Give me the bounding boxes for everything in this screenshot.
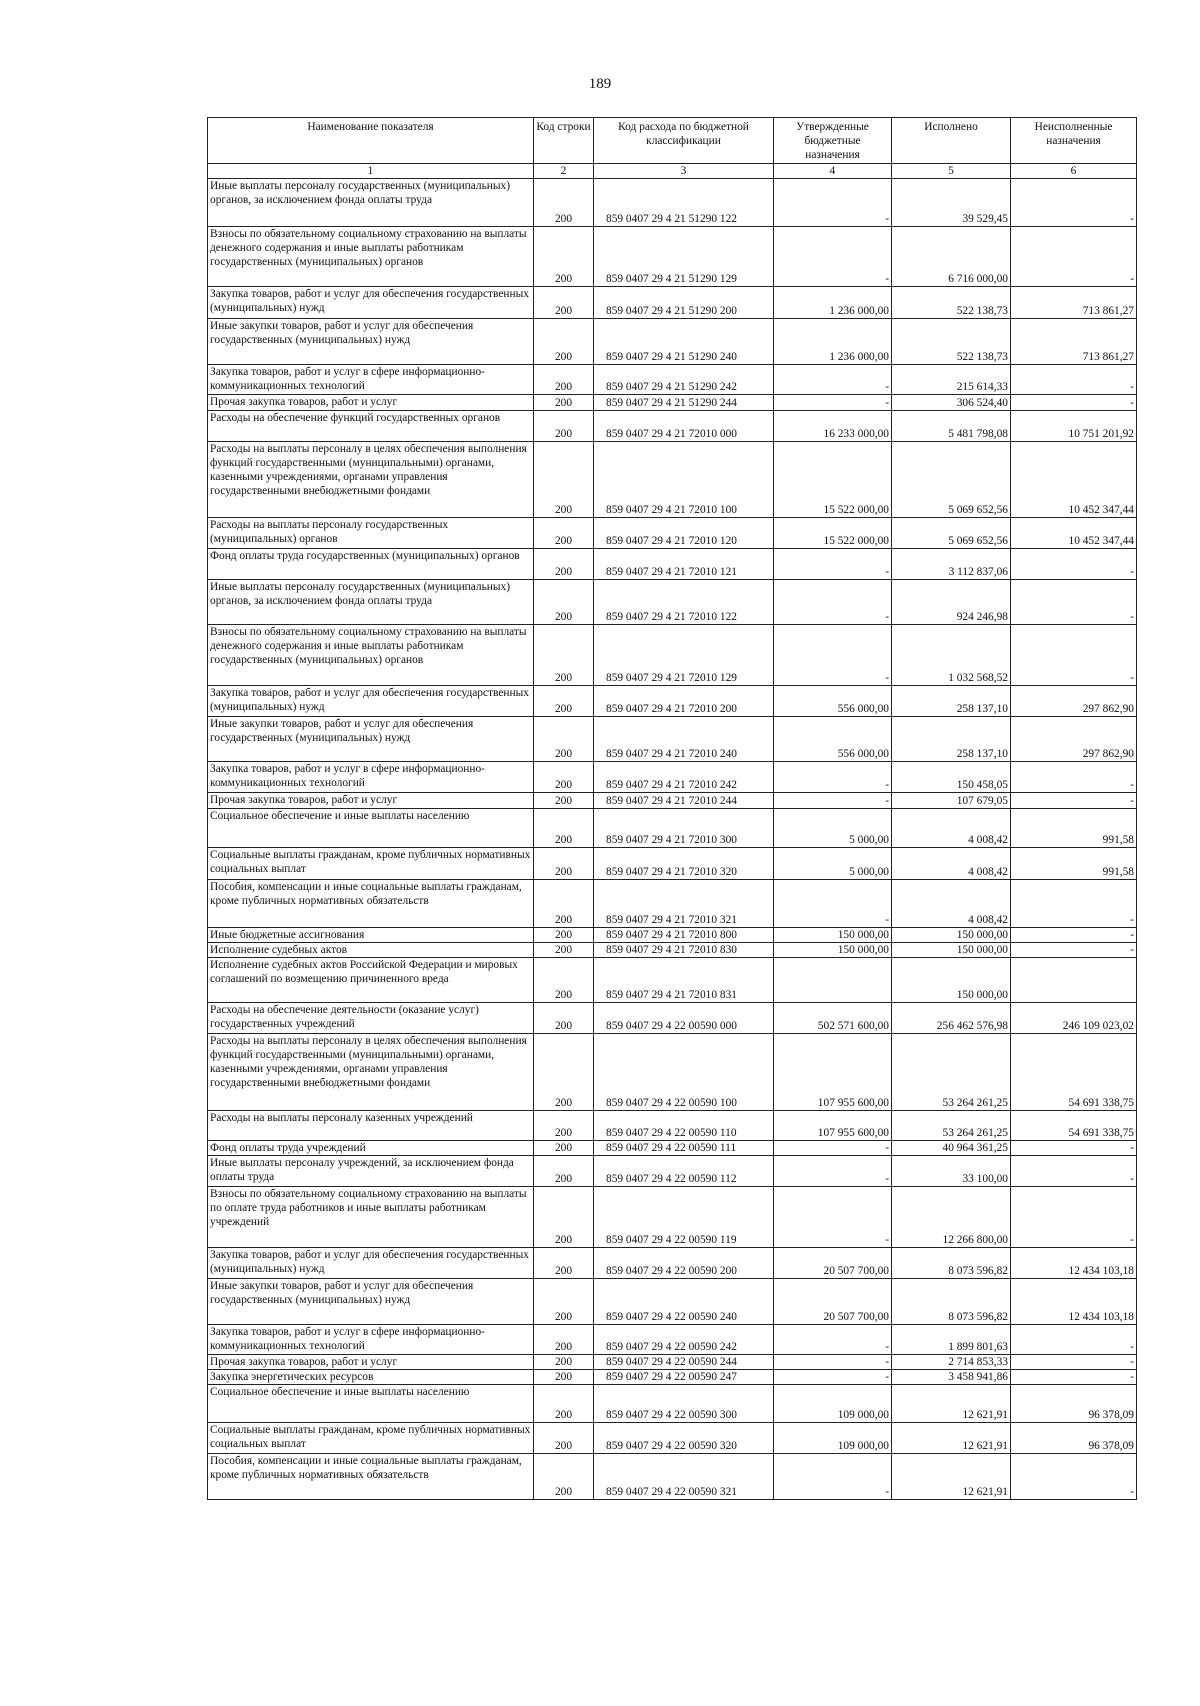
approved-amount-cell: 107 955 600,00 [774,1111,892,1141]
indicator-name-cell: Пособия, компенсации и иные социальные выплаты гражданам, кроме публичных нормативных обязательств [208,880,534,928]
table-row [208,793,1137,809]
approved-amount-cell: 556 000,00 [774,717,892,762]
table-row [208,762,1137,793]
unexecuted-amount-cell: - [1011,625,1137,686]
executed-amount-cell: 12 266 800,00 [892,1187,1011,1248]
executed-amount-cell: 1 032 568,52 [892,625,1011,686]
indicator-name-cell: Иные выплаты персоналу государственных (муниципальных) органов, за исключением фонда оплаты труда [208,179,534,227]
classification-code-cell: 859 0407 29 4 21 72010 121 [594,549,774,580]
executed-amount-cell: 6 716 000,00 [892,227,1011,287]
approved-amount-cell: - [774,580,892,625]
classification-code-cell: 859 0407 29 4 22 00590 321 [594,1454,774,1500]
classification-code-cell: 859 0407 29 4 21 72010 000 [594,411,774,442]
table-row [208,1423,1137,1454]
indicator-name-cell: Социальное обеспечение и иные выплаты населению [208,809,534,848]
approved-amount-cell: - [774,549,892,580]
executed-amount-cell: 4 008,42 [892,848,1011,880]
header-line-code: Код строки [534,118,594,164]
approved-amount-cell: - [774,227,892,287]
indicator-name-cell: Иные выплаты персоналу учреждений, за исключением фонда оплаты труда [208,1156,534,1187]
unexecuted-amount-cell: - [1011,1454,1137,1500]
column-number: 6 [1011,164,1137,179]
table-row [208,179,1137,227]
executed-amount-cell: 306 524,40 [892,395,1011,411]
unexecuted-amount-cell: - [1011,880,1137,928]
executed-amount-cell: 5 069 652,56 [892,442,1011,518]
classification-code-cell: 859 0407 29 4 21 51290 129 [594,227,774,287]
unexecuted-amount-cell: 713 861,27 [1011,287,1137,319]
approved-amount-cell: 150 000,00 [774,943,892,958]
unexecuted-amount-cell: 12 434 103,18 [1011,1248,1137,1279]
table-row [208,227,1137,287]
indicator-name-cell: Иные закупки товаров, работ и услуг для обеспечения государственных (муниципальных) нужд [208,717,534,762]
budget-execution-table [207,117,1137,1500]
indicator-name-cell: Взносы по обязательному социальному страхованию на выплаты денежного содержания и иные выплаты работникам государственных (муниципальных) органов [208,227,534,287]
classification-code-cell: 859 0407 29 4 21 51290 200 [594,287,774,319]
indicator-name-cell: Социальное обеспечение и иные выплаты населению [208,1385,534,1423]
indicator-name-cell: Прочая закупка товаров, работ и услуг [208,793,534,809]
indicator-name-cell: Закупка товаров, работ и услуг в сфере информационно-коммуникационных технологий [208,365,534,395]
indicator-name-cell: Исполнение судебных актов [208,943,534,958]
approved-amount-cell: - [774,395,892,411]
unexecuted-amount-cell: 96 378,09 [1011,1385,1137,1423]
table-row [208,319,1137,365]
approved-amount-cell: 5 000,00 [774,809,892,848]
table-row [208,442,1137,518]
executed-amount-cell: 258 137,10 [892,717,1011,762]
approved-amount-cell: - [774,1156,892,1187]
indicator-name-cell: Прочая закупка товаров, работ и услуг [208,1355,534,1370]
indicator-name-cell: Социальные выплаты гражданам, кроме публичных нормативных социальных выплат [208,848,534,880]
header-executed: Исполнено [892,118,1011,164]
approved-amount-cell: - [774,1141,892,1156]
executed-amount-cell: 12 621,91 [892,1423,1011,1454]
unexecuted-amount-cell: 54 691 338,75 [1011,1034,1137,1111]
classification-code-cell: 859 0407 29 4 21 51290 244 [594,395,774,411]
classification-code-cell: 859 0407 29 4 21 72010 240 [594,717,774,762]
approved-amount-cell: - [774,1454,892,1500]
classification-code-cell: 859 0407 29 4 22 00590 119 [594,1187,774,1248]
table-row [208,1279,1137,1325]
executed-amount-cell: 150 458,05 [892,762,1011,793]
unexecuted-amount-cell: - [1011,793,1137,809]
indicator-name-cell: Расходы на обеспечение деятельности (оказание услуг) государственных учреждений [208,1003,534,1034]
table-row [208,411,1137,442]
executed-amount-cell: 5 481 798,08 [892,411,1011,442]
executed-amount-cell: 12 621,91 [892,1385,1011,1423]
classification-code-cell: 859 0407 29 4 22 00590 244 [594,1355,774,1370]
line-code-cell: 200 [534,1325,594,1355]
table-row [208,958,1137,1003]
unexecuted-amount-cell: 54 691 338,75 [1011,1111,1137,1141]
classification-code-cell: 859 0407 29 4 21 51290 240 [594,319,774,365]
unexecuted-amount-cell: - [1011,943,1137,958]
classification-code-cell: 859 0407 29 4 21 72010 300 [594,809,774,848]
table-row [208,625,1137,686]
table-row [208,1156,1137,1187]
table-row [208,549,1137,580]
unexecuted-amount-cell: 297 862,90 [1011,686,1137,717]
line-code-cell: 200 [534,549,594,580]
classification-code-cell: 859 0407 29 4 21 72010 244 [594,793,774,809]
unexecuted-amount-cell: - [1011,227,1137,287]
table-row [208,686,1137,717]
unexecuted-amount-cell: 246 109 023,02 [1011,1003,1137,1034]
line-code-cell: 200 [534,717,594,762]
line-code-cell: 200 [534,1385,594,1423]
unexecuted-amount-cell: - [1011,580,1137,625]
line-code-cell: 200 [534,848,594,880]
executed-amount-cell: 150 000,00 [892,928,1011,943]
indicator-name-cell: Расходы на обеспечение функций государственных органов [208,411,534,442]
approved-amount-cell: - [774,762,892,793]
unexecuted-amount-cell: 96 378,09 [1011,1423,1137,1454]
executed-amount-cell: 258 137,10 [892,686,1011,717]
unexecuted-amount-cell: - [1011,1187,1137,1248]
line-code-cell: 200 [534,1423,594,1454]
approved-amount-cell: - [774,1187,892,1248]
classification-code-cell: 859 0407 29 4 21 72010 242 [594,762,774,793]
table-row [208,365,1137,395]
executed-amount-cell: 522 138,73 [892,287,1011,319]
executed-amount-cell: 40 964 361,25 [892,1141,1011,1156]
executed-amount-cell: 150 000,00 [892,943,1011,958]
unexecuted-amount-cell: 991,58 [1011,848,1137,880]
classification-code-cell: 859 0407 29 4 21 72010 831 [594,958,774,1003]
classification-code-cell: 859 0407 29 4 21 72010 120 [594,518,774,549]
classification-code-cell: 859 0407 29 4 22 00590 111 [594,1141,774,1156]
column-number: 1 [208,164,534,179]
table-row [208,1385,1137,1423]
table-row [208,1325,1137,1355]
approved-amount-cell: 1 236 000,00 [774,287,892,319]
line-code-cell: 200 [534,793,594,809]
table-row [208,928,1137,943]
indicator-name-cell: Иные закупки товаров, работ и услуг для обеспечения государственных (муниципальных) нужд [208,319,534,365]
table-row [208,1003,1137,1034]
classification-code-cell: 859 0407 29 4 22 00590 240 [594,1279,774,1325]
line-code-cell: 200 [534,580,594,625]
executed-amount-cell: 5 069 652,56 [892,518,1011,549]
line-code-cell: 200 [534,179,594,227]
table-row [208,287,1137,319]
executed-amount-cell: 256 462 576,98 [892,1003,1011,1034]
executed-amount-cell: 53 264 261,25 [892,1034,1011,1111]
unexecuted-amount-cell: - [1011,762,1137,793]
classification-code-cell: 859 0407 29 4 21 51290 122 [594,179,774,227]
unexecuted-amount-cell: 713 861,27 [1011,319,1137,365]
table-row [208,395,1137,411]
header-budget-classification: Код расхода по бюджетной классификации [594,118,774,164]
column-number: 2 [534,164,594,179]
unexecuted-amount-cell: 10 751 201,92 [1011,411,1137,442]
executed-amount-cell: 53 264 261,25 [892,1111,1011,1141]
line-code-cell: 200 [534,442,594,518]
classification-code-cell: 859 0407 29 4 21 72010 129 [594,625,774,686]
classification-code-cell: 859 0407 29 4 21 72010 830 [594,943,774,958]
header-unexecuted: Неисполненные назначения [1011,118,1137,164]
classification-code-cell: 859 0407 29 4 21 72010 200 [594,686,774,717]
line-code-cell: 200 [534,1141,594,1156]
indicator-name-cell: Иные выплаты персоналу государственных (муниципальных) органов, за исключением фонда оплаты труда [208,580,534,625]
header-row [208,118,1137,164]
table-row [208,1141,1137,1156]
line-code-cell: 200 [534,1156,594,1187]
column-number: 3 [594,164,774,179]
indicator-name-cell: Взносы по обязательному социальному страхованию на выплаты по оплате труда работников и иные выплаты работникам учреждений [208,1187,534,1248]
executed-amount-cell: 4 008,42 [892,880,1011,928]
line-code-cell: 200 [534,395,594,411]
approved-amount-cell: 556 000,00 [774,686,892,717]
unexecuted-amount-cell: 10 452 347,44 [1011,518,1137,549]
unexecuted-amount-cell: - [1011,549,1137,580]
column-number: 4 [774,164,892,179]
approved-amount-cell: - [774,1370,892,1385]
indicator-name-cell: Закупка товаров, работ и услуг для обеспечения государственных (муниципальных) нужд [208,1248,534,1279]
line-code-cell: 200 [534,1187,594,1248]
line-code-cell: 200 [534,686,594,717]
indicator-name-cell: Расходы на выплаты персоналу в целях обеспечения выполнения функций государственными (муниципальными) органами, казенными учреждениями, органами управления государственными внебюджетными фондами [208,442,534,518]
executed-amount-cell: 924 246,98 [892,580,1011,625]
executed-amount-cell: 12 621,91 [892,1454,1011,1500]
approved-amount-cell: 5 000,00 [774,848,892,880]
table-row [208,809,1137,848]
table-row [208,1370,1137,1385]
line-code-cell: 200 [534,943,594,958]
classification-code-cell: 859 0407 29 4 22 00590 242 [594,1325,774,1355]
classification-code-cell: 859 0407 29 4 21 72010 122 [594,580,774,625]
indicator-name-cell: Фонд оплаты труда учреждений [208,1141,534,1156]
line-code-cell: 200 [534,1454,594,1500]
classification-code-cell: 859 0407 29 4 21 72010 320 [594,848,774,880]
unexecuted-amount-cell: - [1011,1370,1137,1385]
table-row [208,1454,1137,1500]
executed-amount-cell: 3 458 941,86 [892,1370,1011,1385]
approved-amount-cell: 20 507 700,00 [774,1279,892,1325]
line-code-cell: 200 [534,625,594,686]
classification-code-cell: 859 0407 29 4 21 51290 242 [594,365,774,395]
indicator-name-cell: Исполнение судебных актов Российской Федерации и мировых соглашений по возмещению причиненного вреда [208,958,534,1003]
indicator-name-cell: Закупка товаров, работ и услуг в сфере информационно-коммуникационных технологий [208,762,534,793]
line-code-cell: 200 [534,518,594,549]
table-row [208,1111,1137,1141]
line-code-cell: 200 [534,1279,594,1325]
line-code-cell: 200 [534,411,594,442]
approved-amount-cell: 15 522 000,00 [774,518,892,549]
indicator-name-cell: Закупка энергетических ресурсов [208,1370,534,1385]
line-code-cell: 200 [534,1034,594,1111]
header-indicator-name: Наименование показателя [208,118,534,164]
unexecuted-amount-cell: - [1011,1325,1137,1355]
classification-code-cell: 859 0407 29 4 22 00590 110 [594,1111,774,1141]
unexecuted-amount-cell: - [1011,928,1137,943]
indicator-name-cell: Взносы по обязательному социальному страхованию на выплаты денежного содержания и иные выплаты работникам государственных (муниципальных) органов [208,625,534,686]
indicator-name-cell: Расходы на выплаты персоналу казенных учреждений [208,1111,534,1141]
approved-amount-cell: 109 000,00 [774,1385,892,1423]
page-number: 189 [588,76,612,92]
classification-code-cell: 859 0407 29 4 22 00590 200 [594,1248,774,1279]
unexecuted-amount-cell: - [1011,395,1137,411]
table-row [208,717,1137,762]
unexecuted-amount-cell: - [1011,1141,1137,1156]
approved-amount-cell: - [774,1355,892,1370]
line-code-cell: 200 [534,809,594,848]
approved-amount-cell: - [774,880,892,928]
line-code-cell: 200 [534,928,594,943]
table-row [208,580,1137,625]
table-row [208,943,1137,958]
line-code-cell: 200 [534,1370,594,1385]
indicator-name-cell: Иные бюджетные ассигнования [208,928,534,943]
unexecuted-amount-cell: - [1011,1156,1137,1187]
column-number: 5 [892,164,1011,179]
indicator-name-cell: Расходы на выплаты персоналу в целях обеспечения выполнения функций государственными (муниципальными) органами, казенными учреждениями, органами управления государственными внебюджетными фондами [208,1034,534,1111]
executed-amount-cell: 39 529,45 [892,179,1011,227]
approved-amount-cell: - [774,1325,892,1355]
line-code-cell: 200 [534,1248,594,1279]
unexecuted-amount-cell [1011,958,1137,1003]
executed-amount-cell: 2 714 853,33 [892,1355,1011,1370]
indicator-name-cell: Прочая закупка товаров, работ и услуг [208,395,534,411]
approved-amount-cell: 20 507 700,00 [774,1248,892,1279]
table-row [208,1248,1137,1279]
classification-code-cell: 859 0407 29 4 22 00590 300 [594,1385,774,1423]
executed-amount-cell: 8 073 596,82 [892,1248,1011,1279]
line-code-cell: 200 [534,1111,594,1141]
line-code-cell: 200 [534,287,594,319]
unexecuted-amount-cell: - [1011,1355,1137,1370]
table-row [208,1355,1137,1370]
table-row [208,1034,1137,1111]
indicator-name-cell: Закупка товаров, работ и услуг для обеспечения государственных (муниципальных) нужд [208,686,534,717]
approved-amount-cell: - [774,625,892,686]
approved-amount-cell: 107 955 600,00 [774,1034,892,1111]
approved-amount-cell: 502 571 600,00 [774,1003,892,1034]
line-code-cell: 200 [534,1003,594,1034]
approved-amount-cell: 1 236 000,00 [774,319,892,365]
approved-amount-cell: - [774,365,892,395]
classification-code-cell: 859 0407 29 4 22 00590 320 [594,1423,774,1454]
line-code-cell: 200 [534,880,594,928]
approved-amount-cell: 150 000,00 [774,928,892,943]
approved-amount-cell: - [774,793,892,809]
classification-code-cell: 859 0407 29 4 21 72010 800 [594,928,774,943]
indicator-name-cell: Расходы на выплаты персоналу государственных (муниципальных) органов [208,518,534,549]
line-code-cell: 200 [534,365,594,395]
approved-amount-cell: 15 522 000,00 [774,442,892,518]
classification-code-cell: 859 0407 29 4 21 72010 100 [594,442,774,518]
column-number-row [208,164,1137,179]
classification-code-cell: 859 0407 29 4 22 00590 247 [594,1370,774,1385]
classification-code-cell: 859 0407 29 4 21 72010 321 [594,880,774,928]
table-row [208,880,1137,928]
indicator-name-cell: Фонд оплаты труда государственных (муниципальных) органов [208,549,534,580]
approved-amount-cell [774,958,892,1003]
executed-amount-cell: 1 899 801,63 [892,1325,1011,1355]
approved-amount-cell: - [774,179,892,227]
unexecuted-amount-cell: 12 434 103,18 [1011,1279,1137,1325]
line-code-cell: 200 [534,227,594,287]
line-code-cell: 200 [534,958,594,1003]
unexecuted-amount-cell: - [1011,179,1137,227]
executed-amount-cell: 4 008,42 [892,809,1011,848]
executed-amount-cell: 107 679,05 [892,793,1011,809]
indicator-name-cell: Закупка товаров, работ и услуг для обеспечения государственных (муниципальных) нужд [208,287,534,319]
executed-amount-cell: 8 073 596,82 [892,1279,1011,1325]
executed-amount-cell: 3 112 837,06 [892,549,1011,580]
table-row [208,518,1137,549]
line-code-cell: 200 [534,1355,594,1370]
header-approved: Утвержденные бюджетные назначения [774,118,892,164]
unexecuted-amount-cell: - [1011,365,1137,395]
approved-amount-cell: 16 233 000,00 [774,411,892,442]
line-code-cell: 200 [534,319,594,365]
indicator-name-cell: Закупка товаров, работ и услуг в сфере информационно-коммуникационных технологий [208,1325,534,1355]
classification-code-cell: 859 0407 29 4 22 00590 112 [594,1156,774,1187]
unexecuted-amount-cell: 297 862,90 [1011,717,1137,762]
executed-amount-cell: 150 000,00 [892,958,1011,1003]
approved-amount-cell: 109 000,00 [774,1423,892,1454]
executed-amount-cell: 33 100,00 [892,1156,1011,1187]
classification-code-cell: 859 0407 29 4 22 00590 000 [594,1003,774,1034]
indicator-name-cell: Социальные выплаты гражданам, кроме публичных нормативных социальных выплат [208,1423,534,1454]
executed-amount-cell: 522 138,73 [892,319,1011,365]
line-code-cell: 200 [534,762,594,793]
classification-code-cell: 859 0407 29 4 22 00590 100 [594,1034,774,1111]
executed-amount-cell: 215 614,33 [892,365,1011,395]
unexecuted-amount-cell: 991,58 [1011,809,1137,848]
unexecuted-amount-cell: 10 452 347,44 [1011,442,1137,518]
indicator-name-cell: Пособия, компенсации и иные социальные выплаты гражданам, кроме публичных нормативных обязательств [208,1454,534,1500]
indicator-name-cell: Иные закупки товаров, работ и услуг для обеспечения государственных (муниципальных) нужд [208,1279,534,1325]
table-row [208,848,1137,880]
table-row [208,1187,1137,1248]
